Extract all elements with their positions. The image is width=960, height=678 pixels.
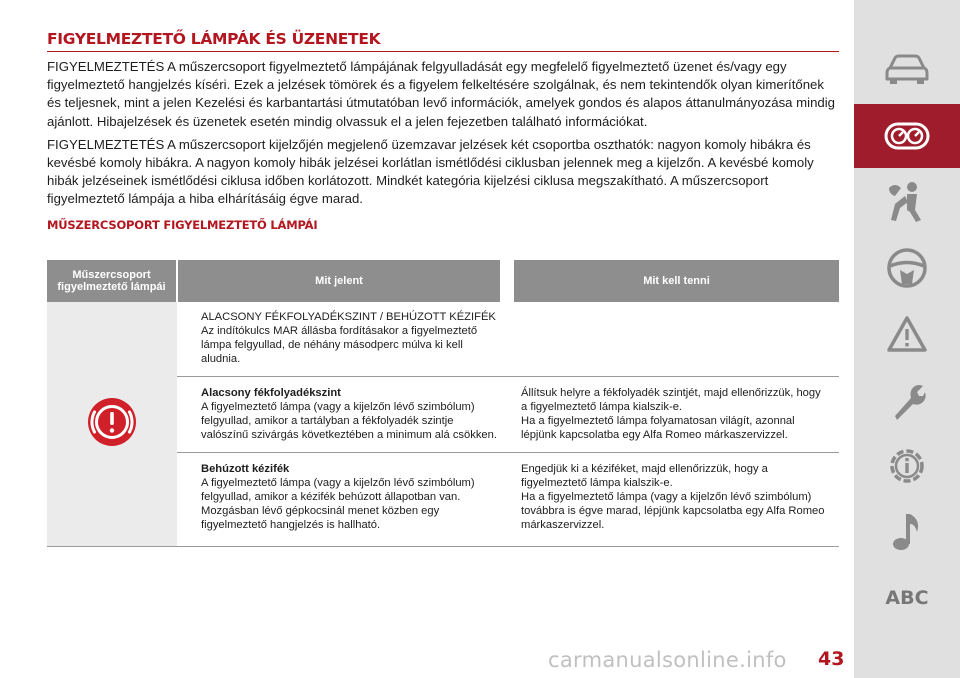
lamp-cell	[47, 302, 177, 547]
header-lamp: Műszercsoport figyelmeztető lámpái	[47, 260, 177, 302]
page-number: 43	[818, 648, 845, 670]
table-header-row	[47, 260, 839, 302]
music-note-icon	[887, 510, 927, 554]
sidebar-item-technical[interactable]	[854, 434, 960, 498]
chapter-sidebar	[854, 0, 960, 678]
sidebar-item-index[interactable]	[854, 566, 960, 630]
instrument-cluster-icon	[884, 122, 930, 150]
intro-action-cell	[507, 302, 839, 377]
brake-warning-icon	[85, 395, 139, 449]
row-title: Behúzott kézifék	[201, 463, 290, 475]
intro-text: Az indítókulcs MAR állásba fordításakor a figyelmeztető lámpa felgyullad, de néhány másodperc múlva ki kell aludnia.	[201, 325, 478, 365]
intro-cell	[177, 302, 507, 377]
sidebar-item-car[interactable]	[854, 37, 960, 101]
watermark: carmanualsonline.info	[548, 648, 787, 672]
row-meaning: A figyelmeztető lámpa (vagy a kijelzőn lévő szimbólum) felgyullad, amikor a kézifék behúzott állapotban van. Mozgásban lévő gépkocsinál menet közben egy figyelmeztető hangjelzés is hallható.	[201, 477, 475, 531]
wrench-icon	[887, 380, 927, 420]
sidebar-item-instruments[interactable]	[854, 104, 960, 168]
meaning-cell	[177, 377, 507, 453]
technical-data-icon	[885, 444, 929, 488]
steering-wheel-icon	[886, 247, 928, 289]
action-cell	[507, 377, 839, 453]
row-title: Alacsony fékfolyadékszint	[201, 387, 341, 399]
sidebar-item-safety[interactable]	[854, 170, 960, 234]
intro-title: ALACSONY FÉKFOLYADÉKSZINT / BEHÚZOTT KÉZIFÉK	[201, 311, 496, 323]
meaning-cell	[177, 453, 507, 547]
car-icon	[884, 52, 930, 86]
index-icon: ABC	[885, 587, 929, 609]
sidebar-item-maintenance[interactable]	[854, 368, 960, 432]
row-action: Állítsuk helyre a fékfolyadék szintjét, majd ellenőrizzük, hogy a figyelmeztető lámpa kialszik-e. Ha a figyelmeztető lámpa folyamatosan világít, azonnal lépjünk kapcsolatba egy Alfa Romeo márkaszervizzel.	[521, 387, 821, 441]
warning-lamps-table	[47, 260, 839, 547]
sidebar-item-driving[interactable]	[854, 236, 960, 300]
warning-paragraph-2: FIGYELMEZTETÉS A műszercsoport kijelzőjén megjelenő üzemzavar jelzések két csoportba oszthatók: nagyon komoly hibákra és kevésbé komoly hibákra. A nagyon komoly hibák jelzései korlátlan ismétlődési ciklusban jelennek meg a kijelzőn. A kevésbé komoly hibák jelzéseinek ismétlődési ciklusa időben korlátozott. Mindkét kategória kijelzési ciklusa megszakítható. A műszercsoport figyelmeztető lámpája a hiba elhárításáig égve marad.	[47, 136, 814, 207]
warning-triangle-icon	[885, 314, 929, 354]
subsection-title: MŰSZERCSOPORT FIGYELMEZTETŐ LÁMPÁI	[47, 217, 318, 232]
sidebar-item-emergency[interactable]	[854, 302, 960, 366]
header-action: Mit kell tenni	[507, 260, 839, 302]
row-action: Engedjük ki a kéziféket, majd ellenőrizzük, hogy a figyelmeztető lámpa kialszik-e. Ha a figyelmeztető lámpa (vagy a kijelzőn lévő szimbólum) továbbra is égve marad, lépjünk kapcsolatba egy Alfa Romeo márkaszervizzel.	[521, 463, 825, 531]
warning-paragraph-1: FIGYELMEZTETÉS A műszercsoport figyelmeztető lámpájának felgyulladását egy megfelelő figyelmeztető üzenet és/vagy egy figyelmeztető hangjelzés kíséri. Ezek a jelzések tömörek és a figyelem felkeltésére szolgálnak, és nem tekintendők olyan kimerítőnek és teljesnek, mint a jelen Kezelési és karbantartási útmutatóban levő információk, amelyek gondos és alapos áttanulmányozása mindig ajánlott. Hibajelzések és üzenetek esetén mindig olvassuk el a jelen fejezetben található információkat.	[47, 59, 836, 129]
header-meaning: Mit jelent	[177, 260, 507, 302]
row-meaning: A figyelmeztető lámpa (vagy a kijelzőn lévő szimbólum) felgyullad, amikor a tartályban a fékfolyadék szintje valószínű szivárgás következtében a minimum alá csökken.	[201, 401, 497, 441]
table-row	[47, 302, 839, 377]
main-content	[47, 30, 839, 232]
airbag-icon	[885, 180, 929, 224]
sidebar-item-multimedia[interactable]	[854, 500, 960, 564]
action-cell	[507, 453, 839, 547]
section-title: FIGYELMEZTETŐ LÁMPÁK ÉS ÜZENETEK	[47, 30, 839, 52]
